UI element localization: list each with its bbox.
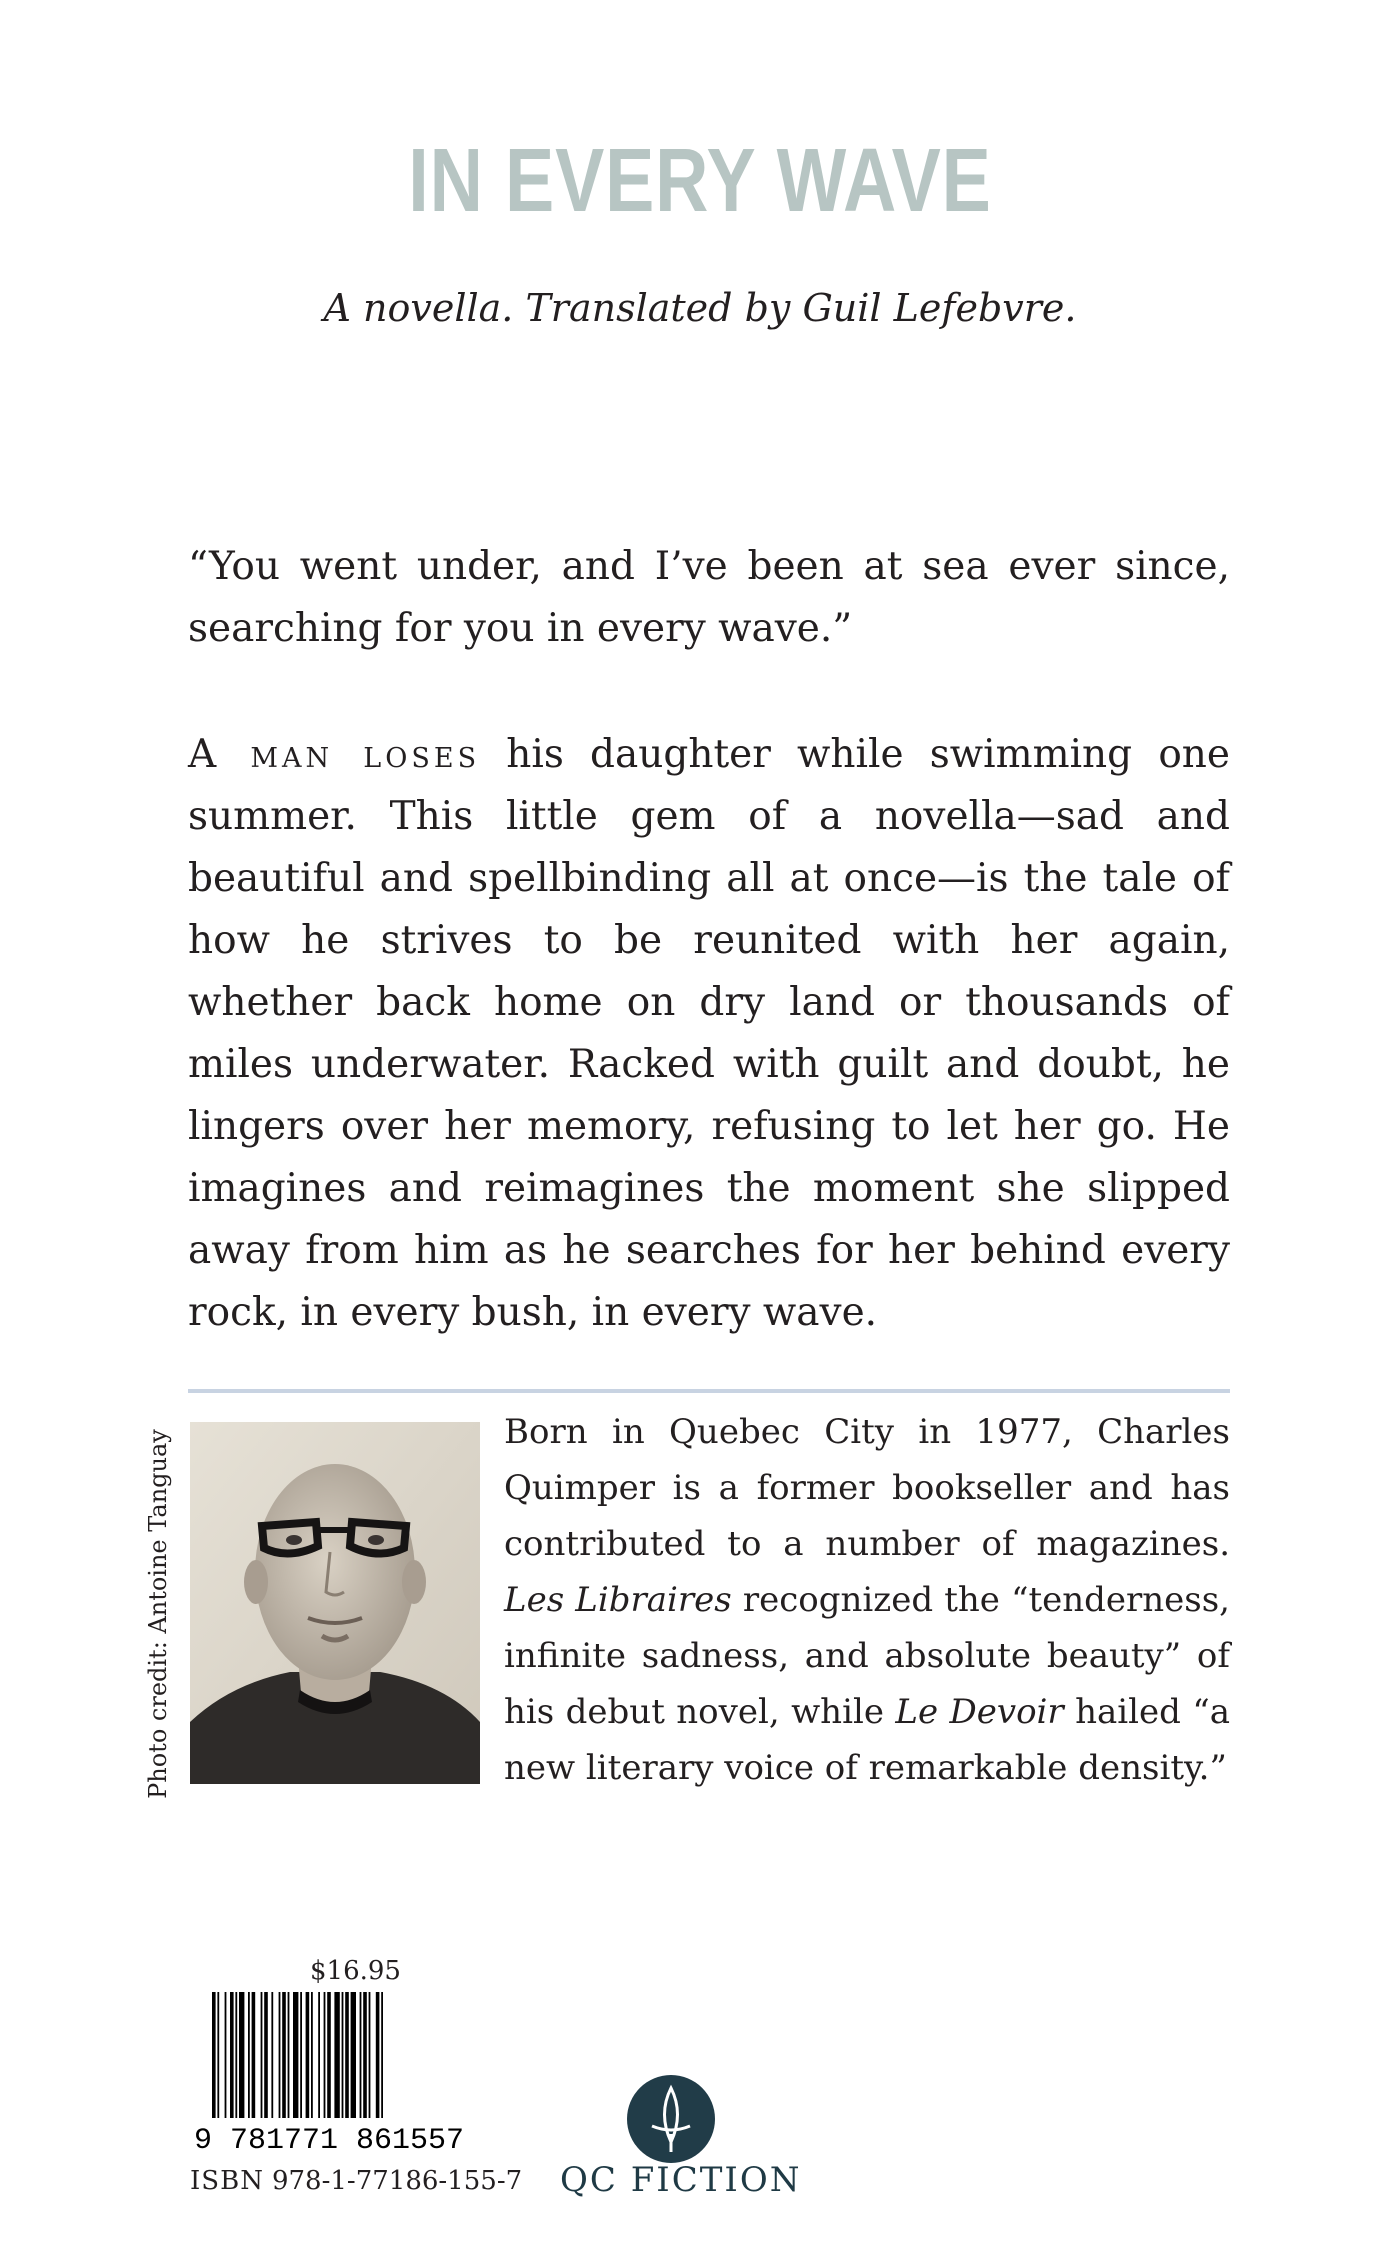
photo-credit: Photo credit: Antoine Tanguay: [144, 1429, 172, 1799]
bio-text-2: recognized the “tenderness, infinite sadness, and absolute beauty” of his debut novel, while: [504, 1580, 1230, 1732]
barcode-bar: [225, 1992, 227, 2118]
barcode-digits: 9 781771 861557: [194, 2124, 465, 2152]
barcode-bar: [351, 1992, 356, 2118]
barcode-bar: [282, 1992, 286, 2118]
barcode-bar: [376, 1992, 380, 2118]
barcode-bar: [212, 1992, 216, 2118]
barcode-bar: [327, 1992, 331, 2118]
barcode-bar: [271, 1992, 273, 2118]
section-divider: [188, 1389, 1230, 1393]
barcode-bar: [345, 1992, 349, 2118]
barcode-bar: [239, 1992, 244, 2118]
barcode: [190, 1992, 490, 2152]
barcode-bar: [248, 1992, 250, 2118]
barcode-bar: [369, 1992, 371, 2118]
barcode-bar: [306, 1992, 310, 2118]
blurb-body: his daughter while swimming one summer. This little gem of a novella—sad and beautiful and spellbinding all at once—is the tale of how he strives to be reunited with her again, whether back home on dry land or thousands of miles underwater. Racked with guilt and doubt, he lingers over her memory, refusing to let her go. He imagines and reimagines the moment she slipped away from him as he searches for her behind every rock, in every bush, in every wave.: [188, 732, 1231, 1335]
book-subtitle: A novella. Translated by Guil Lefebvre.: [323, 286, 1077, 330]
publisher-imprint: QC FICTION: [560, 2160, 802, 2200]
barcode-bar: [279, 1992, 281, 2118]
barcode-bar: [360, 1992, 362, 2118]
epigraph-quote: “You went under, and I’ve been at sea ever since, searching for you in every wave.”: [188, 544, 1230, 651]
bio-text-3: hailed “a new literary voice of remarkable density.”: [504, 1692, 1230, 1788]
book-blurb: [188, 724, 1230, 1344]
barcode-bar: [261, 1992, 263, 2118]
bio-text-1: Born in Quebec City in 1977, Charles Quimper is a former bookseller and has contributed to a number of magazines.: [504, 1412, 1230, 1564]
publisher-logo-icon: [626, 2074, 716, 2164]
author-bio: [504, 1404, 1230, 1796]
isbn-label: ISBN: [190, 2166, 264, 2196]
barcode-bar: [342, 1992, 344, 2118]
author-photo: [190, 1422, 480, 1784]
barcode-bar: [217, 1992, 219, 2118]
blurb-lead: A man loses: [188, 732, 481, 777]
barcode-bar: [235, 1992, 237, 2118]
barcode-bar: [311, 1992, 313, 2118]
barcode-bar: [363, 1992, 367, 2118]
barcode-bar: [252, 1992, 256, 2118]
barcode-bar: [381, 1992, 383, 2118]
barcode-bar: [324, 1992, 326, 2118]
barcode-bar: [288, 1992, 290, 2118]
barcode-bar: [318, 1992, 320, 2118]
book-title: IN EVERY WAVE: [408, 131, 992, 231]
price-label: $16.95: [310, 1956, 401, 1986]
barcode-bar: [300, 1992, 302, 2118]
isbn-number: 978-1-77186-155-7: [271, 2166, 523, 2196]
barcode-bar: [264, 1992, 268, 2118]
bio-publication-2: Le Devoir: [895, 1692, 1064, 1732]
barcode-bar: [230, 1992, 234, 2118]
barcode-bar: [293, 1992, 298, 2118]
isbn-line: [190, 2166, 522, 2196]
barcode-bar: [334, 1992, 339, 2118]
bio-publication-1: Les Libraires: [504, 1580, 732, 1620]
